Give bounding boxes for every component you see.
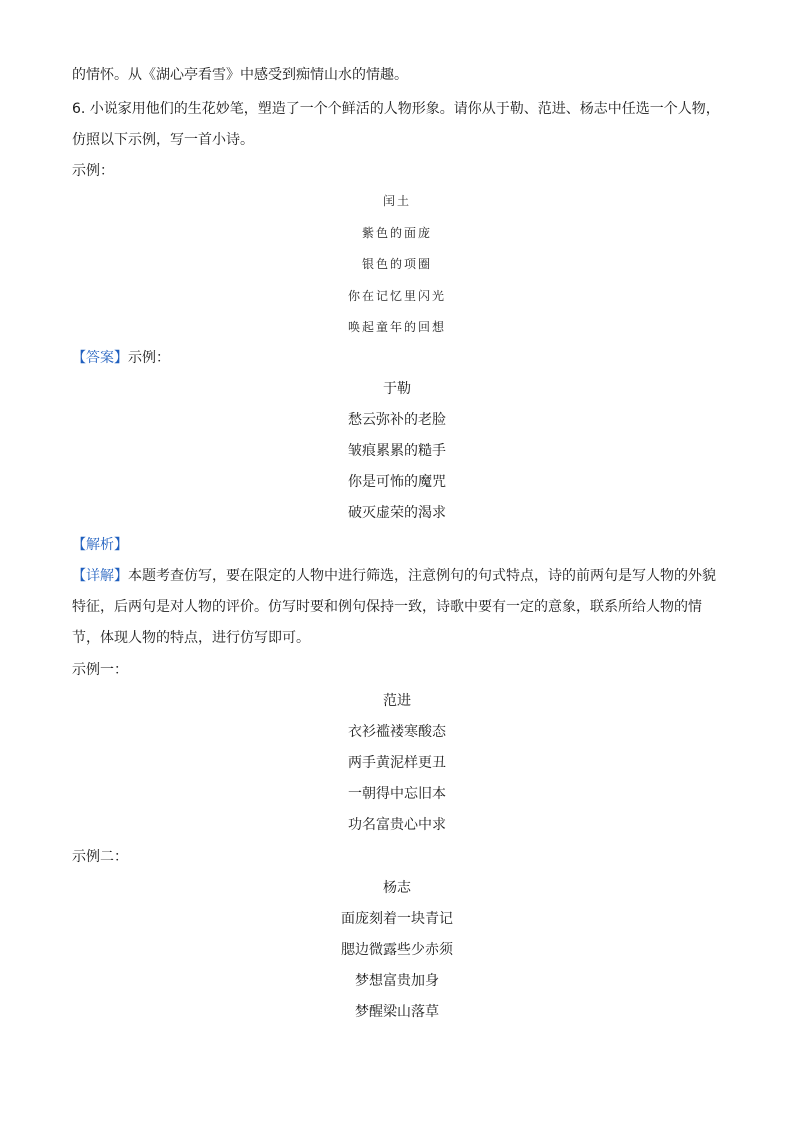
- sample1-label: 示例一：: [72, 662, 128, 678]
- answer-poem-line: 破灭虚荣的渴求: [348, 505, 446, 521]
- analysis-tag: 【解析】: [72, 537, 128, 553]
- detail-line-3: 节，体现人物的特点，进行仿写即可。: [72, 630, 310, 646]
- answer-label: 示例：: [128, 350, 170, 366]
- sample1-poem-line: 一朝得中忘旧本: [348, 786, 446, 802]
- question-number: 6.: [72, 101, 86, 117]
- question-line-1: [72, 100, 720, 118]
- answer-poem-title: 于勒: [383, 381, 411, 397]
- example-poem-title: 闰土: [382, 194, 411, 208]
- sample1-poem-line: 功名富贵心中求: [348, 817, 446, 833]
- example-label: 示例：: [72, 163, 114, 179]
- sample2-poem-line: 腮边微露些少赤须: [341, 942, 453, 958]
- detail-line-1: [72, 567, 716, 585]
- detail-tag: 【详解】: [72, 568, 128, 584]
- answer-tag: 【答案】: [72, 350, 128, 366]
- example-poem-line: 唤起童年的回想: [347, 320, 446, 334]
- question-text-1: 小说家用他们的生花妙笔，塑造了一个个鲜活的人物形象。请你从于勒、范进、杨志中任选一个人物，: [89, 101, 720, 117]
- answer-poem-line: 愁云弥补的老脸: [348, 412, 446, 428]
- intro-line: 的情怀。从《湖心亭看雪》中感受到痴情山水的情趣。: [72, 67, 408, 83]
- sample1-poem-line: 衣衫褴褛寒酸态: [348, 724, 446, 740]
- sample2-poem-line: 面庞刻着一块青记: [341, 911, 453, 927]
- example-poem-line: 紫色的面庞: [361, 226, 432, 240]
- question-line-2: 仿照以下示例，写一首小诗。: [72, 132, 254, 148]
- example-poem-line: 你在记忆里闪光: [347, 289, 446, 303]
- sample2-poem-line: 梦醒梁山落草: [355, 1004, 439, 1020]
- sample2-poem-title: 杨志: [383, 880, 411, 896]
- sample1-poem-line: 两手黄泥样更丑: [348, 755, 446, 771]
- answer-line: [72, 349, 170, 367]
- sample2-poem-line: 梦想富贵加身: [355, 973, 439, 989]
- answer-poem-line: 你是可怖的魔咒: [348, 474, 446, 490]
- sample2-label: 示例二：: [72, 849, 128, 865]
- detail-text-1: 本题考查仿写，要在限定的人物中进行筛选，注意例句的句式特点，诗的前两句是写人物的外貌: [128, 568, 716, 584]
- answer-poem-line: 皱痕累累的糙手: [348, 443, 446, 459]
- example-poem-line: 银色的项圈: [361, 257, 432, 271]
- detail-line-2: 特征，后两句是对人物的评价。仿写时要和例句保持一致，诗歌中要有一定的意象，联系所给人物的情: [72, 599, 702, 615]
- sample1-poem-title: 范进: [383, 693, 411, 709]
